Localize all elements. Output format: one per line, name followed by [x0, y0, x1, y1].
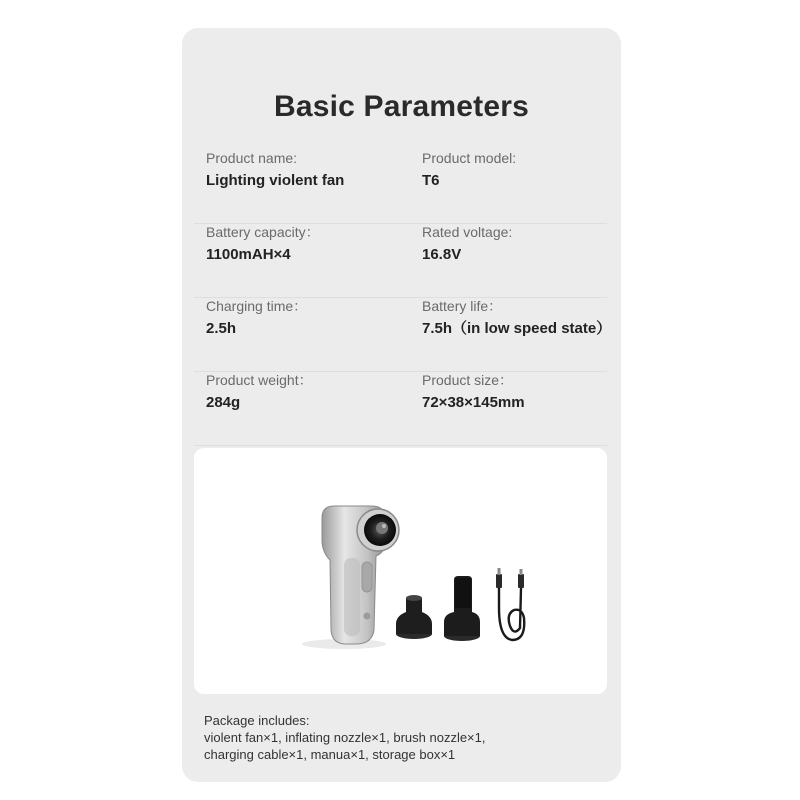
param-value: T6 [422, 172, 440, 189]
param-value: 1100mAH×4 [206, 246, 291, 263]
param-row [194, 298, 612, 372]
inflating-nozzle [396, 595, 432, 639]
param-value: 7.5h（in low speed state） [422, 320, 612, 337]
param-label: Battery life： [422, 298, 503, 314]
param-battery-life [422, 298, 611, 338]
param-row [194, 372, 607, 446]
param-charging-time [206, 298, 307, 338]
param-value: 284g [206, 394, 241, 411]
param-product-model [422, 150, 516, 190]
param-label: Battery capacity： [206, 224, 320, 240]
param-value: 2.5h [206, 320, 237, 337]
param-product-size [422, 372, 525, 412]
param-label: Product name: [206, 150, 298, 166]
package-line: charging cable×1, manua×1, storage box×1 [204, 747, 456, 762]
fan-device [322, 506, 399, 644]
package-line: violent fan×1, inflating nozzle×1, brush nozzle×1, [204, 730, 486, 745]
package-includes [204, 712, 604, 763]
param-label: Product size： [422, 372, 514, 388]
param-value: 72×38×145mm [422, 394, 525, 411]
param-label: Product weight： [206, 372, 313, 388]
param-value: 16.8V [422, 246, 462, 263]
page-title: Basic Parameters [273, 90, 530, 123]
param-product-name [206, 150, 344, 190]
param-label: Rated voltage: [422, 224, 513, 240]
parameters-grid [194, 150, 612, 446]
param-label: Charging time： [206, 298, 308, 314]
product-illustration [194, 448, 607, 694]
package-title: Package includes: [204, 713, 310, 728]
product-photo [194, 448, 607, 694]
param-rated-voltage [422, 224, 512, 264]
charging-cable [496, 568, 524, 640]
param-product-weight [206, 372, 313, 412]
param-battery-capacity [206, 224, 320, 264]
param-row [194, 224, 607, 298]
param-value: Lighting violent fan [206, 172, 345, 189]
brush-nozzle [444, 576, 480, 641]
param-label: Product model: [422, 150, 517, 166]
param-row [194, 150, 607, 224]
parameters-card [182, 28, 621, 782]
